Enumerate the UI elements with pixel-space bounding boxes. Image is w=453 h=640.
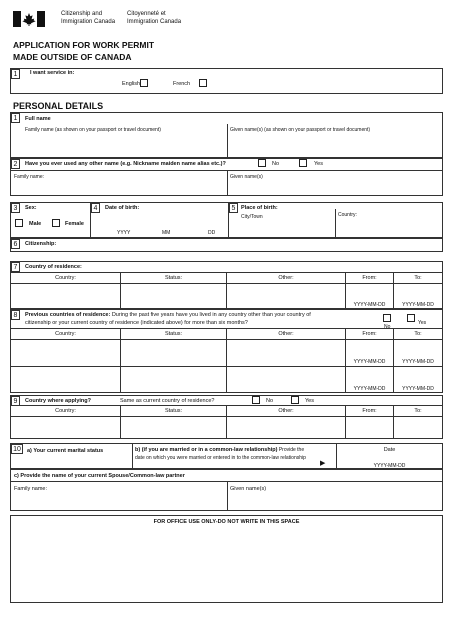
section-number: 4 <box>91 203 100 213</box>
other-name-yes-checkbox[interactable] <box>299 159 307 167</box>
col-to: To: <box>414 275 422 281</box>
previous-countries-yes-checkbox[interactable] <box>407 314 415 322</box>
dept-en-line-2: Immigration Canada <box>61 19 116 25</box>
dob-month-label: MM <box>162 230 171 236</box>
residence-label: Country of residence: <box>25 264 82 270</box>
department-name-en <box>61 10 115 26</box>
same-country-no-checkbox[interactable] <box>252 396 260 404</box>
relationship-question <box>135 447 304 453</box>
col-status: Status: <box>164 331 183 337</box>
relationship-text-line-2: date on which you were married or entered in to the common-law relationship <box>135 455 306 461</box>
personal-details-heading: PERSONAL DETAILS <box>13 101 104 111</box>
full-name-label: Full name <box>25 116 51 122</box>
birth-details-section <box>10 202 443 238</box>
no-label: No <box>384 324 391 330</box>
department-name-fr <box>127 10 181 26</box>
previous-countries-no-checkbox[interactable] <box>383 314 391 322</box>
date-format-hint: YYYY-MM-DD <box>353 302 386 308</box>
arrow-right-icon: ▶ <box>320 460 326 467</box>
col-from: From: <box>362 408 377 414</box>
date-format-hint: YYYY-MM-DD <box>402 359 434 365</box>
family-name-hint: Family name (as shown on your passport or travel document) <box>25 127 161 133</box>
dob-year-label: YYYY <box>117 230 131 236</box>
col-other: Other: <box>278 331 294 337</box>
form-title <box>13 39 154 63</box>
no-label: No <box>272 161 280 167</box>
previous-countries-text: During the past five years have you lived in any country other than your country of <box>111 312 311 318</box>
pob-city-label: City/Town <box>241 214 263 220</box>
french-checkbox[interactable] <box>199 79 207 87</box>
section-number: 5 <box>229 203 238 213</box>
canada-flag-icon <box>13 11 45 27</box>
section-number: 9 <box>11 396 20 406</box>
section-number: 1 <box>11 113 20 123</box>
country-applying-label: Country where applying? <box>25 398 92 404</box>
form-title-line-2: MADE OUTSIDE OF CANADA <box>13 52 132 62</box>
other-given-name-label: Given name(s) <box>230 174 263 180</box>
yes-label: Yes <box>305 398 314 404</box>
section-number: 10 <box>11 444 23 454</box>
same-country-yes-checkbox[interactable] <box>291 396 299 404</box>
col-other: Other: <box>278 275 294 281</box>
yes-label: Yes <box>314 161 323 167</box>
previous-countries-text-line-2: citizenship or your current country of residence (indicated above) for more than six months? <box>25 320 248 326</box>
previous-countries-label: Previous countries of residence: <box>25 312 111 318</box>
office-use-section <box>10 515 443 603</box>
dob-field[interactable] <box>92 212 226 228</box>
date-format-hint: YYYY-MM-DD <box>373 463 406 469</box>
section-number: 6 <box>11 239 20 249</box>
yes-label: Yes <box>418 320 427 326</box>
dob-day-label: DD <box>208 230 216 236</box>
other-family-name-label: Family name: <box>14 174 45 180</box>
pob-country-label: Country: <box>338 212 357 218</box>
section-number: 1 <box>11 69 20 79</box>
col-other: Other: <box>278 408 294 414</box>
col-from: From: <box>362 331 377 337</box>
french-label: French <box>173 81 191 87</box>
dept-en-line-1: Citizenship and <box>61 11 103 17</box>
english-label: English <box>122 81 141 87</box>
dept-fr-line-2: Immigration Canada <box>127 19 182 25</box>
col-to: To: <box>414 331 422 337</box>
other-name-no-checkbox[interactable] <box>258 159 266 167</box>
male-label: Male <box>29 221 42 227</box>
form-title-line-1: APPLICATION FOR WORK PERMIT <box>13 40 155 50</box>
female-checkbox[interactable] <box>52 219 60 227</box>
spouse-name-label: c) Provide the name of your current Spouse/Common-law partner <box>14 473 185 479</box>
previous-countries-question <box>25 312 311 318</box>
female-label: Female <box>65 221 84 227</box>
service-language-section <box>10 68 443 94</box>
given-name-field[interactable] <box>228 134 442 157</box>
same-country-question: Same as current country of residence? <box>120 398 215 404</box>
date-format-hint: YYYY-MM-DD <box>402 302 434 308</box>
col-country: Country: <box>55 275 76 281</box>
section-number: 3 <box>11 203 20 213</box>
date-label: Date <box>383 447 396 453</box>
sex-label: Sex: <box>25 205 37 211</box>
spouse-family-name-label: Family name: <box>14 486 48 492</box>
col-country: Country: <box>55 331 76 337</box>
male-checkbox[interactable] <box>15 219 23 227</box>
dob-label: Date of birth: <box>105 205 140 211</box>
citizenship-field[interactable] <box>70 239 442 251</box>
section-number: 2 <box>11 159 20 169</box>
col-country: Country: <box>55 408 76 414</box>
english-checkbox[interactable] <box>140 79 148 87</box>
dept-fr-line-1: Citoyenneté et <box>127 11 166 17</box>
col-status: Status: <box>164 408 183 414</box>
col-to: To: <box>414 408 422 414</box>
service-label: I want service in: <box>30 70 75 76</box>
pob-label: Place of birth: <box>241 205 278 211</box>
family-name-field[interactable] <box>11 134 226 157</box>
section-number: 7 <box>11 262 20 272</box>
other-name-label: Have you ever used any other name (e.g. Nickname maiden name alias etc.)? <box>25 161 226 167</box>
marital-status-label: a) Your current marital status <box>27 448 104 454</box>
section-number: 8 <box>11 310 20 320</box>
col-status: Status: <box>164 275 183 281</box>
no-label: No <box>266 398 274 404</box>
given-name-hint: Given name(s) (as shown on your passport or travel document) <box>230 127 371 133</box>
relationship-label: b) (if you are married or in a common-law relationship) <box>135 447 278 453</box>
date-format-hint: YYYY-MM-DD <box>353 386 386 392</box>
office-use-label: FOR OFFICE USE ONLY-DO NOT WRITE IN THIS SPACE <box>153 519 300 525</box>
date-format-hint: YYYY-MM-DD <box>353 359 386 365</box>
citizenship-label: Citizenship: <box>25 241 57 247</box>
spouse-given-name-label: Given name(s) <box>230 486 267 492</box>
relationship-text: Provide the <box>278 447 305 453</box>
col-from: From: <box>362 275 377 281</box>
date-format-hint: YYYY-MM-DD <box>402 386 434 392</box>
